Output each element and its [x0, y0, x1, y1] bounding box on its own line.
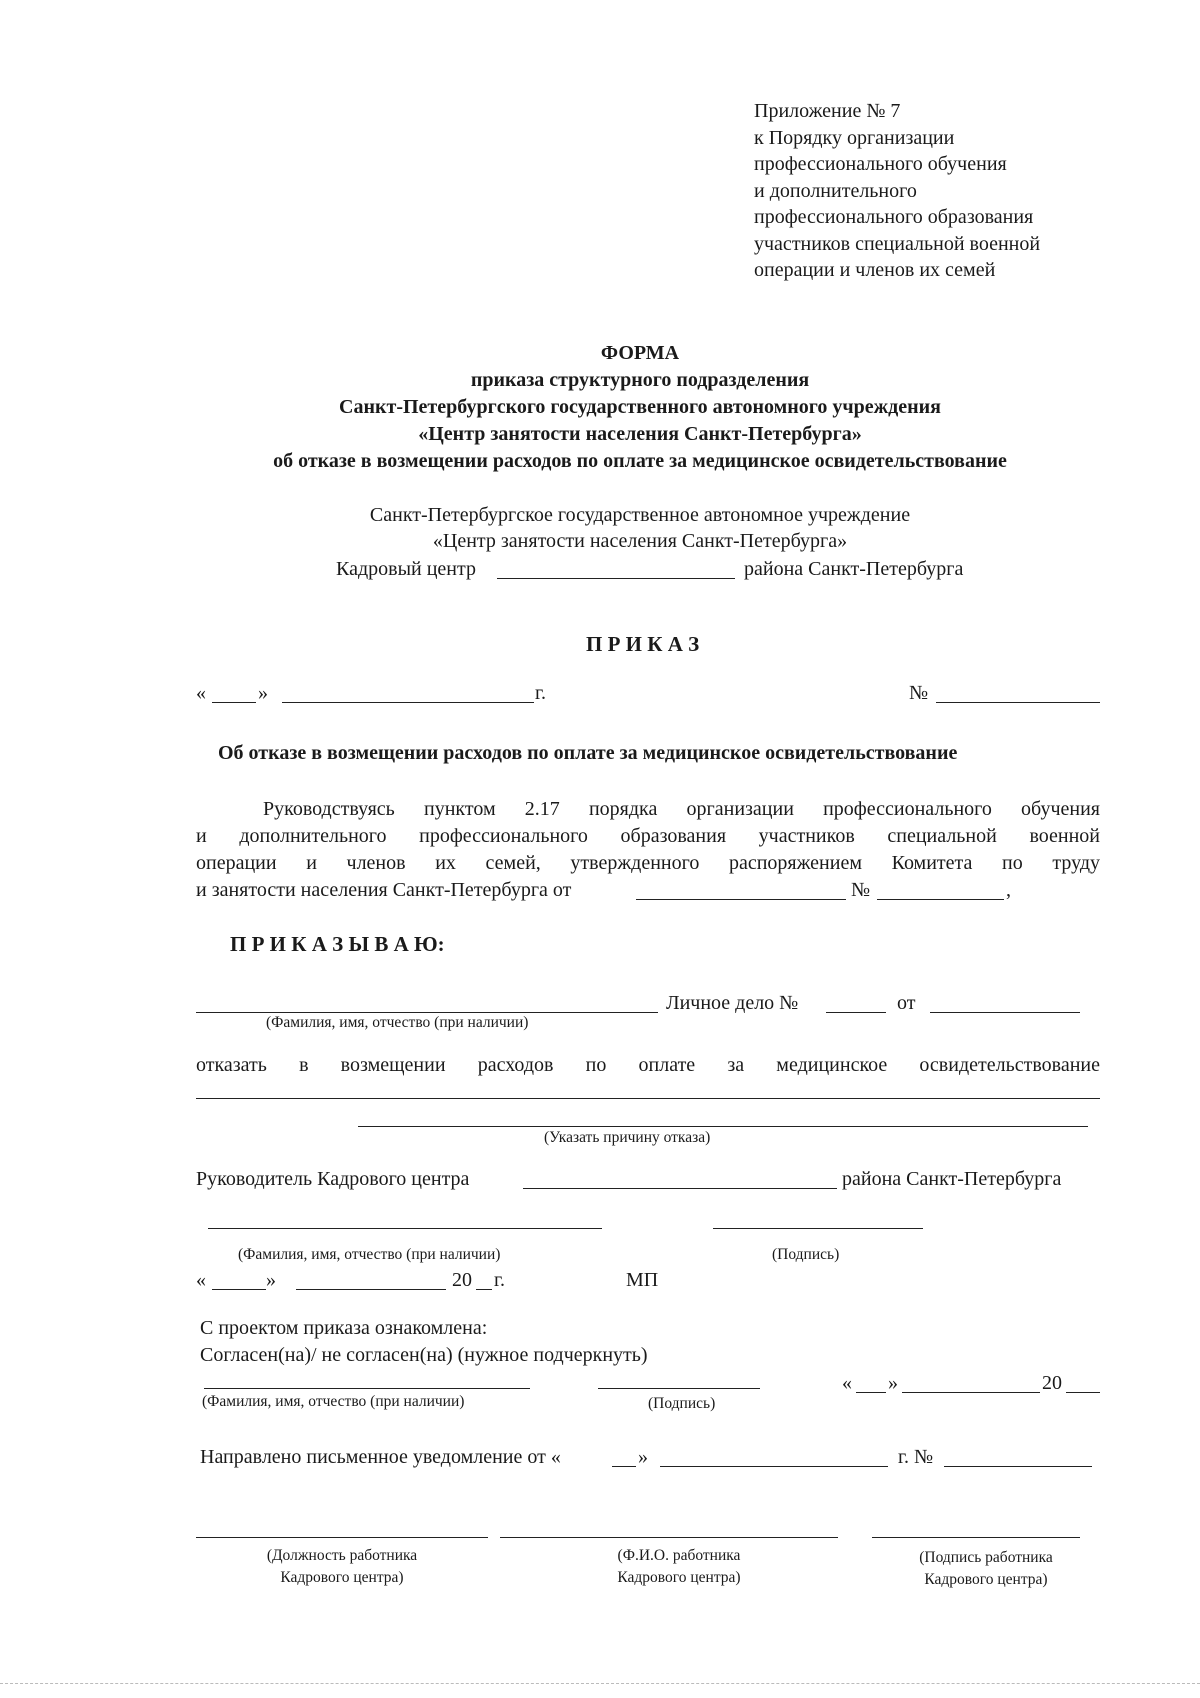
notice-number-field[interactable] — [944, 1466, 1092, 1467]
footer-fio-field[interactable] — [500, 1537, 838, 1538]
acquaint-year-field[interactable] — [1066, 1392, 1100, 1393]
decree-number-field[interactable] — [877, 899, 1004, 900]
form-title-line: об отказе в возмещении расходов по оплате за медицинское освидетельствование — [273, 450, 1007, 472]
head-day-field[interactable] — [212, 1289, 266, 1290]
notice-close-quote: » — [638, 1446, 648, 1468]
hr-center-district-field[interactable] — [497, 578, 735, 579]
preamble-line: Руководствуясь пунктом 2.17 порядка организации профессионального обучения — [263, 798, 1100, 820]
order-date-open-quote: « — [196, 682, 206, 704]
reason-field-2[interactable] — [358, 1126, 1088, 1127]
head-year-field[interactable] — [476, 1289, 492, 1290]
footer-sign-field[interactable] — [872, 1537, 1080, 1538]
form-title-line: приказа структурного подразделения — [470, 369, 810, 391]
case-date-field[interactable] — [930, 1012, 1080, 1013]
acquaint-month-field[interactable] — [902, 1392, 1040, 1393]
footer-sign-caption-line: (Подпись работника — [919, 1549, 1053, 1566]
case-date-label: от — [897, 992, 916, 1014]
head-month-field[interactable] — [296, 1289, 446, 1290]
form-title-line: Санкт-Петербургского государственного автономного учреждения — [339, 396, 941, 418]
org-line-1: Санкт-Петербургское государственное автономное учреждение — [369, 504, 911, 526]
footer-sign-caption — [876, 1547, 1096, 1591]
decree-number-label: № — [851, 879, 871, 901]
head-fio-caption: (Фамилия, имя, отчество (при наличии) — [238, 1246, 501, 1263]
acquaint-line-2: Согласен(на)/ не согласен(на) (нужное подчеркнуть) — [200, 1344, 648, 1366]
preamble-line: операции и членов их семей, утвержденного распоряжением Комитета по труду — [196, 852, 1100, 874]
footer-fio-caption — [530, 1545, 828, 1589]
acquaint-year-prefix: 20 — [1042, 1372, 1062, 1394]
preamble-comma: , — [1006, 879, 1011, 901]
acquaint-line-1: С проектом приказа ознакомлена: — [200, 1317, 488, 1339]
acquaint-date-close-quote: » — [888, 1372, 898, 1394]
annex-line: Приложение № 7 — [754, 100, 901, 122]
scan-edge — [0, 1683, 1200, 1684]
notice-day-field[interactable] — [612, 1466, 636, 1467]
head-date-close-quote: » — [266, 1269, 276, 1291]
order-month-year-field[interactable] — [282, 702, 534, 703]
annex-line: к Порядку организации — [754, 126, 955, 149]
stamp-place: МП — [626, 1269, 659, 1291]
annex-block — [754, 98, 1114, 284]
acquaint-sign-caption: (Подпись) — [648, 1395, 716, 1412]
head-label: Руководитель Кадрового центра — [196, 1168, 470, 1190]
acquaint-day-field[interactable] — [856, 1392, 886, 1393]
refuse-line: отказать в возмещении расходов по оплате за медицинское освидетельствование — [196, 1054, 1100, 1076]
order-year-suffix: г. — [535, 682, 546, 704]
decree-date-field[interactable] — [636, 899, 846, 900]
footer-position-caption-line: (Должность работника — [266, 1547, 418, 1564]
notice-number-label: г. № — [898, 1446, 934, 1468]
order-number-label: № — [909, 682, 929, 704]
annex-line: операции и членов их семей — [754, 259, 996, 281]
order-date-close-quote: » — [258, 682, 268, 704]
head-fio-field[interactable] — [208, 1228, 602, 1229]
preamble-line: и дополнительного профессионального образования участников специальной военной — [196, 825, 1100, 847]
form-title-line: ФОРМА — [600, 342, 680, 364]
person-fio-caption: (Фамилия, имя, отчество (при наличии) — [266, 1014, 529, 1031]
head-sign-field[interactable] — [713, 1228, 923, 1229]
acquaint-fio-field[interactable] — [204, 1388, 530, 1389]
footer-position-field[interactable] — [196, 1537, 488, 1538]
footer-fio-caption-line: Кадрового центра) — [617, 1569, 741, 1586]
head-sign-caption: (Подпись) — [772, 1246, 840, 1263]
head-district-suffix: района Санкт-Петербурга — [842, 1168, 1062, 1190]
notice-month-year-field[interactable] — [660, 1466, 888, 1467]
head-year-prefix: 20 — [452, 1269, 472, 1291]
annex-line: профессионального обучения — [754, 153, 1007, 175]
person-fio-field[interactable] — [196, 1012, 658, 1013]
org-line-2: «Центр занятости населения Санкт-Петербурга» — [432, 530, 848, 552]
annex-line: участников специальной военной — [754, 232, 1041, 255]
annex-line: и дополнительного — [754, 179, 917, 202]
footer-fio-caption-line: (Ф.И.О. работника — [617, 1547, 741, 1564]
case-number-field[interactable] — [826, 1012, 886, 1013]
order-title: П Р И К А З — [586, 632, 700, 656]
head-year-suffix: г. — [494, 1269, 505, 1291]
hr-center-label: Кадровый центр — [336, 558, 476, 580]
order-verb: П Р И К А З Ы В А Ю: — [230, 932, 445, 956]
footer-position-caption — [196, 1545, 488, 1589]
head-date-open-quote: « — [196, 1269, 206, 1291]
order-subject: Об отказе в возмещении расходов по оплате за медицинское освидетельствование — [218, 742, 958, 764]
annex-line: профессионального образования — [754, 206, 1034, 228]
form-title-line: «Центр занятости населения Санкт-Петербурга» — [418, 423, 862, 445]
acquaint-fio-caption: (Фамилия, имя, отчество (при наличии) — [202, 1393, 465, 1410]
head-hr-center-field[interactable] — [523, 1188, 837, 1189]
district-suffix: района Санкт-Петербурга — [744, 558, 964, 580]
order-number-field[interactable] — [936, 702, 1100, 703]
case-number-label: Личное дело № — [666, 992, 799, 1014]
acquaint-date-open-quote: « — [842, 1372, 852, 1394]
order-day-field[interactable] — [212, 702, 256, 703]
form-title — [180, 340, 1100, 475]
preamble-line: и занятости населения Санкт-Петербурга от — [196, 879, 572, 901]
footer-position-caption-line: Кадрового центра) — [280, 1569, 404, 1586]
footer-sign-caption-line: Кадрового центра) — [924, 1571, 1048, 1588]
notice-label: Направлено письменное уведомление от « — [200, 1446, 561, 1468]
organization-block — [180, 502, 1100, 554]
acquaint-sign-field[interactable] — [598, 1388, 760, 1389]
reason-caption: (Указать причину отказа) — [544, 1129, 711, 1146]
reason-field-1[interactable] — [196, 1098, 1100, 1099]
